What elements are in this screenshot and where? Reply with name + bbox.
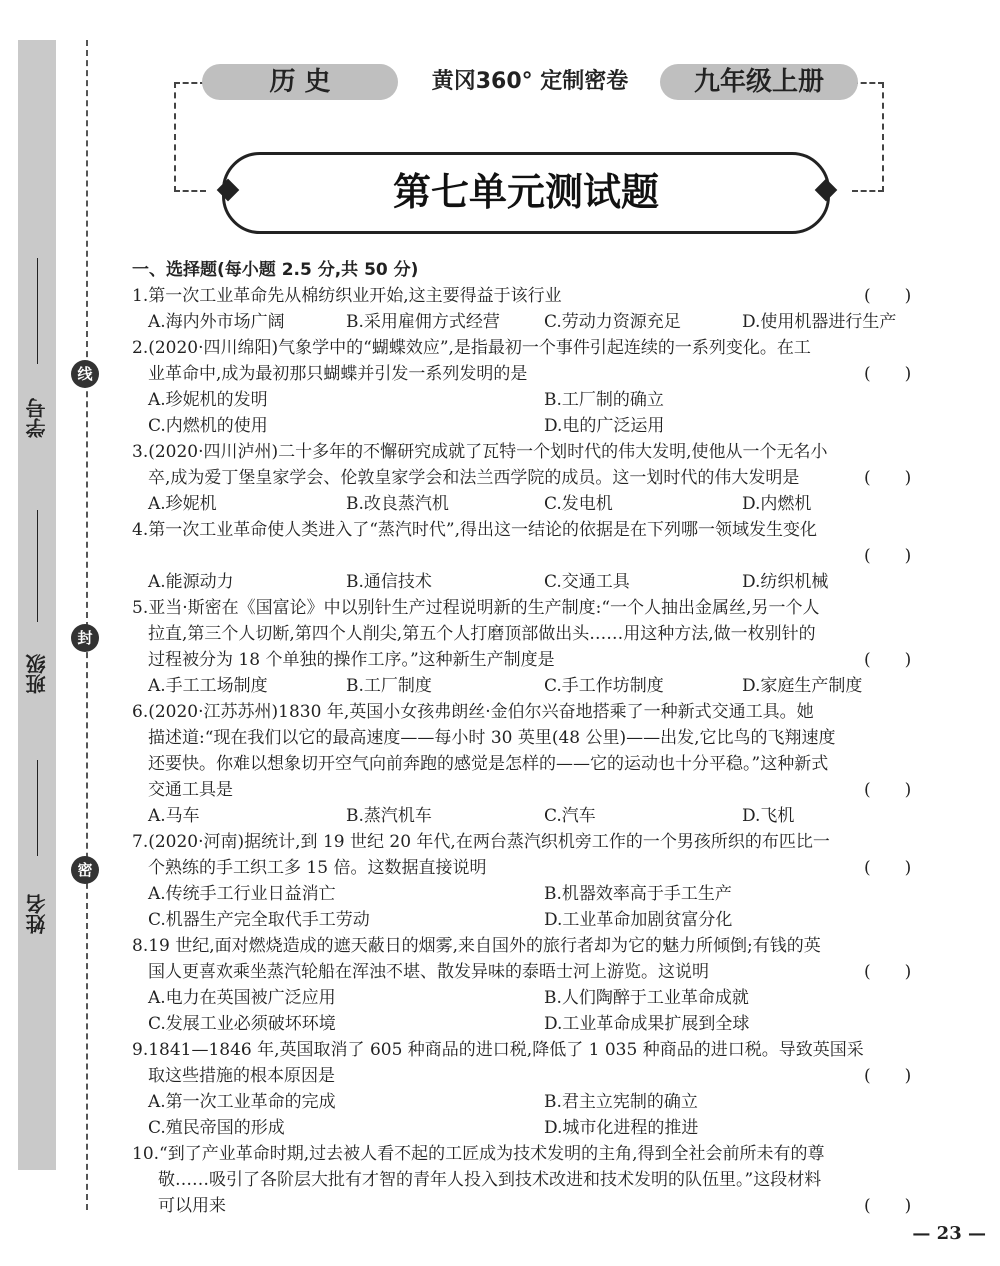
option: A.马车	[148, 806, 200, 826]
option: D.工业革命成果扩展到全球	[544, 1014, 750, 1034]
option: C.内燃机的使用	[148, 416, 268, 436]
header-bracket-right	[852, 82, 884, 192]
option: D.使用机器进行生产	[742, 312, 897, 332]
option: B.工厂制的确立	[544, 390, 664, 410]
answer-blank[interactable]: ( )	[864, 780, 912, 800]
answer-blank[interactable]: ( )	[864, 858, 912, 878]
option: B.蒸汽机车	[346, 806, 432, 826]
name-blank[interactable]	[37, 760, 38, 856]
section-heading: 一、选择题(每小题 2.5 分,共 50 分)	[132, 260, 419, 280]
option: A.电力在英国被广泛应用	[148, 988, 336, 1008]
option: C.发展工业必须破坏环境	[148, 1014, 336, 1034]
question-text: 1.第一次工业革命先从棉纺织业开始,这主要得益于该行业	[132, 286, 562, 306]
option: B.通信技术	[346, 572, 432, 592]
question-text: 个熟练的手工织工多 15 倍。这数据直接说明	[148, 858, 487, 878]
option: B.改良蒸汽机	[346, 494, 449, 514]
option: A.传统手工行业日益消亡	[148, 884, 336, 904]
question-text: 取这些措施的根本原因是	[148, 1066, 335, 1086]
name-label: 姓名	[25, 894, 49, 934]
question-text: 3.(2020·四川泸州)二十多年的不懈研究成就了瓦特一个划时代的伟大发明,使他从一个无名小	[132, 442, 828, 462]
question-text: 2.(2020·四川绵阳)气象学中的“蝴蝶效应”,是指最初一个事件引起连续的一系列变化。在工	[132, 338, 811, 358]
question-text: 8.19 世纪,面对燃烧造成的遮天蔽日的烟雾,来自国外的旅行者却为它的魅力所倾倒;有钱的英	[132, 936, 821, 956]
question-text: 4.第一次工业革命使人类进入了“蒸汽时代”,得出这一结论的依据是在下列哪一领域发生变化	[132, 520, 818, 540]
option: D.工业革命加剧贫富分化	[544, 910, 733, 930]
option: A.海内外市场广阔	[148, 312, 285, 332]
question-text: 可以用来	[158, 1196, 226, 1216]
option: C.劳动力资源充足	[544, 312, 681, 332]
option: B.机器效率高于手工生产	[544, 884, 732, 904]
subject-badge: 历 史	[202, 64, 398, 100]
mark-seal: 封	[71, 624, 99, 652]
option: A.珍妮机	[148, 494, 217, 514]
question-text: 还要快。你难以想象切开空气向前奔跑的感觉是怎样的——它的运动也十分平稳。”这种新式	[148, 754, 829, 774]
option: B.君主立宪制的确立	[544, 1092, 698, 1112]
header-bracket-left	[174, 82, 206, 192]
student-id-label: 学号	[25, 398, 49, 438]
option: A.能源动力	[148, 572, 234, 592]
question-text: 9.1841—1846 年,英国取消了 605 种商品的进口税,降低了 1 035 种商品的进口税。导致英国采	[132, 1040, 864, 1060]
option: D.内燃机	[742, 494, 812, 514]
answer-blank[interactable]: ( )	[864, 546, 912, 566]
answer-blank[interactable]: ( )	[864, 962, 912, 982]
option: A.第一次工业革命的完成	[148, 1092, 336, 1112]
answer-blank[interactable]: ( )	[864, 364, 912, 384]
student-id-blank[interactable]	[37, 258, 38, 364]
option: D.飞机	[742, 806, 795, 826]
question-text: 国人更喜欢乘坐蒸汽轮船在浑浊不堪、散发异味的泰晤士河上游览。这说明	[148, 962, 709, 982]
question-text: 敬……吸引了各阶层大批有才智的青年人投入到技术改进和技术发明的队伍里。”这段材料	[158, 1170, 822, 1190]
answer-blank[interactable]: ( )	[864, 1066, 912, 1086]
question-text: 5.亚当·斯密在《国富论》中以别针生产过程说明新的生产制度:“一个人抽出金属丝,另一个人	[132, 598, 820, 618]
page-number: — 23 —	[912, 1223, 986, 1244]
answer-blank[interactable]: ( )	[864, 286, 912, 306]
option: D.纺织机械	[742, 572, 829, 592]
question-text: 拉直,第三个人切断,第四个人削尖,第五个人打磨顶部做出头……用这种方法,做一枚别针的	[148, 624, 816, 644]
answer-blank[interactable]: ( )	[864, 468, 912, 488]
answer-blank[interactable]: ( )	[864, 650, 912, 670]
question-text: 卒,成为爱丁堡皇家学会、伦敦皇家学会和法兰西学院的成员。这一划时代的伟大发明是	[148, 468, 800, 488]
answer-blank[interactable]: ( )	[864, 1196, 912, 1216]
option: A.手工工场制度	[148, 676, 268, 696]
option: C.汽车	[544, 806, 596, 826]
option: B.工厂制度	[346, 676, 432, 696]
option: C.发电机	[544, 494, 613, 514]
page-title: 第七单元测试题	[392, 169, 659, 214]
option: C.殖民帝国的形成	[148, 1118, 285, 1138]
mark-line: 线	[71, 360, 99, 388]
option: D.家庭生产制度	[742, 676, 863, 696]
class-label: 班级	[25, 654, 49, 694]
mark-secret: 密	[71, 856, 99, 884]
option: B.人们陶醉于工业革命成就	[544, 988, 749, 1008]
option: C.手工作坊制度	[544, 676, 664, 696]
option: A.珍妮机的发明	[148, 390, 268, 410]
option: C.机器生产完全取代手工劳动	[148, 910, 370, 930]
grade-badge: 九年级上册	[660, 64, 858, 100]
question-text: 业革命中,成为最初那只蝴蝶并引发一系列发明的是	[148, 364, 528, 384]
option: D.城市化进程的推进	[544, 1118, 699, 1138]
question-text: 10.“到了产业革命时期,过去被人看不起的工匠成为技术发明的主角,得到全社会前所未有的尊	[132, 1144, 825, 1164]
question-text: 过程被分为 18 个单独的操作工序。”这种新生产制度是	[148, 650, 555, 670]
option: C.交通工具	[544, 572, 630, 592]
question-text: 交通工具是	[148, 780, 233, 800]
option: D.电的广泛运用	[544, 416, 665, 436]
series-name: 黄冈360° 定制密卷	[431, 69, 629, 94]
question-text: 6.(2020·江苏苏州)1830 年,英国小女孩弗朗丝·金伯尔兴奋地搭乘了一种新式交通工具。她	[132, 702, 814, 722]
option: B.采用雇佣方式经营	[346, 312, 500, 332]
class-blank[interactable]	[37, 510, 38, 622]
question-text: 7.(2020·河南)据统计,到 19 世纪 20 年代,在两台蒸汽织机旁工作的一个男孩所织的布匹比一	[132, 832, 830, 852]
question-text: 描述道:“现在我们以它的最高速度——每小时 30 英里(48 公里)——出发,它比鸟的飞翔速度	[148, 728, 836, 748]
